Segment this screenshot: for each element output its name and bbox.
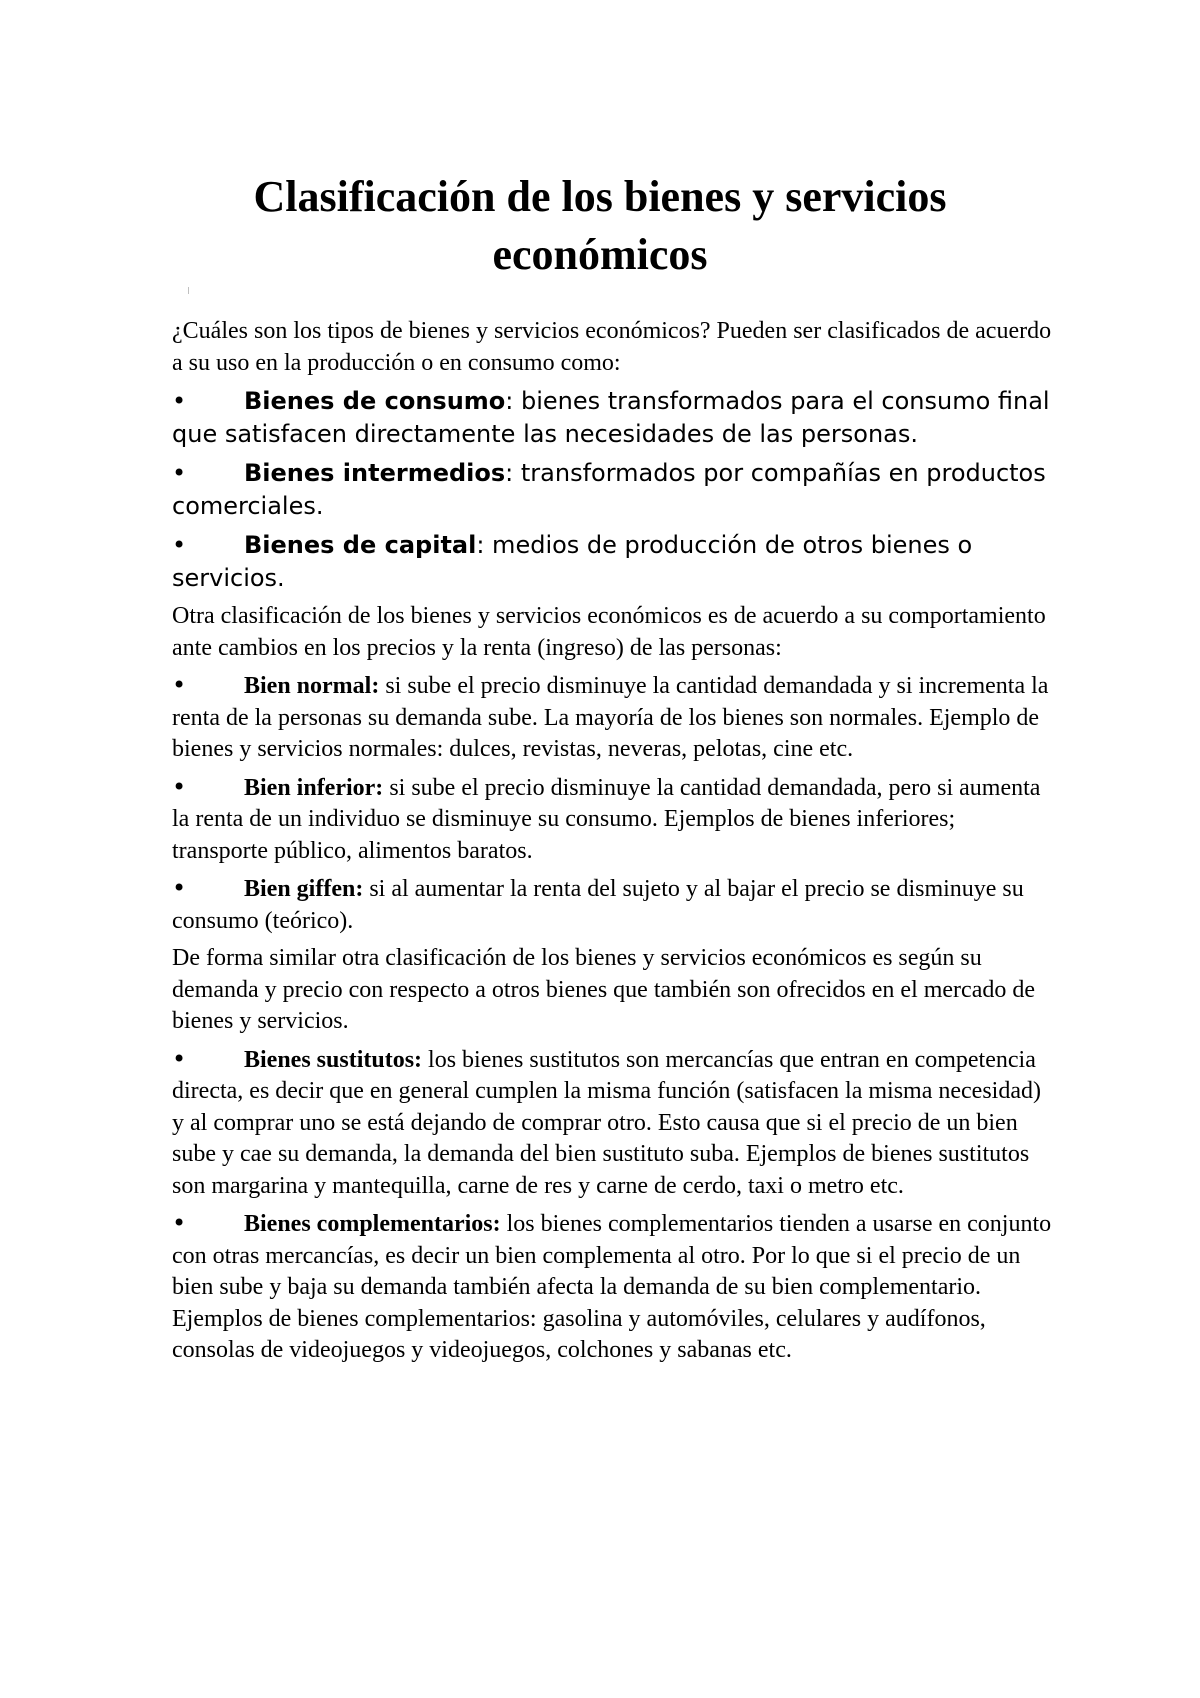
list-item-term: Bienes de consumo [244, 387, 506, 415]
intro-paragraph: ¿Cuáles son los tipos de bienes y servicios económicos? Pueden ser clasificados de acuerdo a su uso en la producción o en consumo como: [172, 318, 1052, 376]
bullet-icon: • [172, 1044, 187, 1073]
list-item-text: los bienes sustitutos son mercancías que entran en competencia directa, es decir que en general cumplen la misma función (satisfacen la misma necesidad) y al comprar uno se está dejando de comprar otro. Esto causa que si el precio de un bien sube y cae su demanda, la demanda del bien sustituto suba. Ejemplos de bienes sustitutos son margarina y mantequilla, carne de res y carne de cerdo, taxi o metro etc. [172, 1046, 1041, 1199]
second-paragraph: Otra clasificación de los bienes y servicios económicos es de acuerdo a su comportamiento ante cambios en los precios y la renta (ingreso) de las personas: [172, 603, 1046, 661]
list-item-bienes-intermedios [172, 457, 1052, 523]
list-item-bienes-de-capital [172, 529, 1052, 595]
bullet-icon: • [172, 671, 187, 699]
list-item-text: si sube el precio disminuye la cantidad demandada y si incrementa la renta de la personas su demanda sube. La mayoría de los bienes son normales. Ejemplo de bienes y servicios normales: dulces, revistas, neveras, pelotas, cine etc. [172, 673, 1049, 762]
list-item-term: Bienes de capital [244, 531, 477, 559]
page-title: Clasificación de los bienes y servicios económicos [253, 172, 947, 279]
list-item-term: Bien giffen: [244, 876, 364, 902]
list-item-term: Bienes complementarios: [244, 1211, 501, 1237]
bullet-icon: • [172, 531, 187, 559]
list-item-text: si al aumentar la renta del sujeto y al bajar el precio se disminuye su consumo (teórico). [172, 876, 1024, 934]
list-item-term: Bienes intermedios [244, 459, 506, 487]
list-item-term: Bien inferior: [244, 774, 384, 801]
document-body [172, 316, 1052, 1373]
list-item-bienes-de-consumo [172, 385, 1052, 451]
list-item-bien-inferior [172, 772, 1052, 868]
list-item-bienes-sustitutos [172, 1044, 1052, 1203]
text-cursor-mark [188, 287, 189, 294]
list-item-text: si sube el precio disminuye la cantidad demandada, pero si aumenta la renta de un individuo se disminuye su consumo. Ejemplos de bienes inferiores; transporte público, alimentos baratos. [172, 774, 1041, 864]
list-item-bien-giffen [172, 873, 1052, 937]
list-item-text: : medios de producción de otros bienes o servicios. [172, 531, 973, 592]
bullet-icon: • [172, 1209, 187, 1237]
list-item-bien-normal [172, 670, 1052, 766]
list-item-term: Bienes sustitutos: [244, 1046, 423, 1073]
list-item-term: Bien normal: [244, 673, 380, 699]
bullet-icon: • [172, 772, 187, 801]
bullet-icon: • [172, 874, 187, 902]
list-item-text: : transformados por compañías en productos comerciales. [172, 459, 1046, 520]
list-item-text: los bienes complementarios tienden a usarse en conjunto con otras mercancías, es decir un bien complementa al otro. Por lo que si el precio de un bien sube y baja su demanda también afecta la demanda de su bien complementario. Ejemplos de bienes complementarios: gasolina y automóviles, celulares y audífonos, consolas de videojuegos y videojuegos, colchones y sabanas etc. [172, 1211, 1052, 1363]
third-paragraph: De forma similar otra clasificación de los bienes y servicios económicos es según su demanda y precio con respecto a otros bienes que también son ofrecidos en el mercado de bienes y servicios. [172, 945, 1036, 1034]
bullet-icon: • [172, 459, 187, 487]
list-item-text: : bienes transformados para el consumo final que satisfacen directamente las necesidades de las personas. [172, 387, 1050, 448]
list-item-bienes-complementarios [172, 1208, 1052, 1367]
bullet-icon: • [172, 387, 187, 415]
